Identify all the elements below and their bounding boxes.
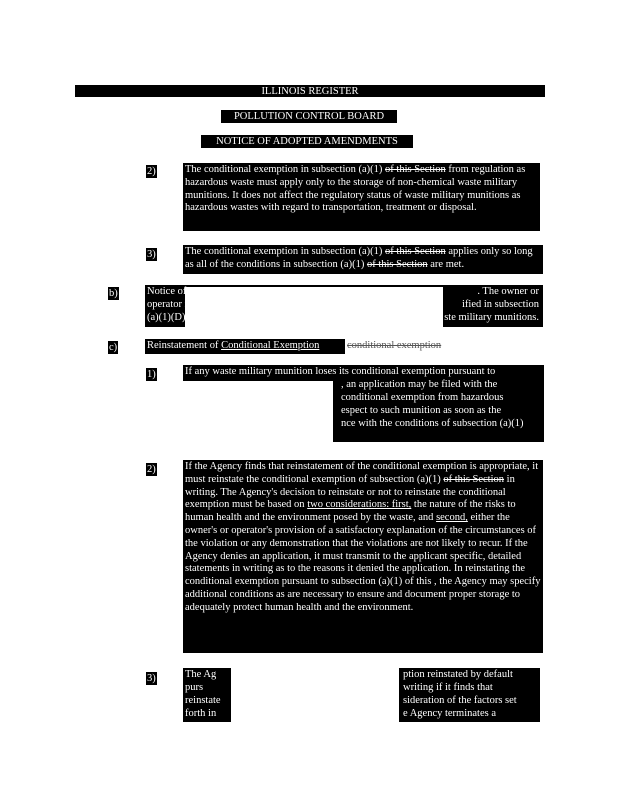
item-c3-line4-end: e Agency terminates a xyxy=(403,708,497,719)
item-c2-text-1: If the Agency finds that reinstatement of the conditional exemption is appropriate, it must reinstate the conditional exemption of subsection (a)(1) xyxy=(185,461,539,485)
board-title xyxy=(221,110,397,123)
item-c1-lines xyxy=(183,365,544,432)
item-c-title-strike: conditional exemption xyxy=(347,340,442,351)
item-c-title-pre: Reinstatement of xyxy=(147,340,222,351)
item-c2-text-2: in writing. The Agency's decision to reinstate or not to reinstate the conditional exemption must be based on xyxy=(185,473,515,511)
item-c-title-underlined: Conditional Exemption xyxy=(221,340,320,351)
item-c2-number: 2) xyxy=(147,464,156,475)
item-c1-line4: espect to such munition as soon as the xyxy=(341,405,502,416)
item-b-line2-end: ified in subsection xyxy=(462,299,539,310)
item-c3-line1-end: ption reinstated by default xyxy=(403,669,513,680)
notice-title xyxy=(201,135,413,148)
item-c2-text-3: the nature of the risks to human health and the environment posed by the waste, and xyxy=(185,499,516,524)
item-c3-number: 3) xyxy=(147,673,156,684)
item-b-line1-end: . The owner or xyxy=(477,286,539,297)
item-a3-paragraph xyxy=(183,245,543,274)
item-c1-line1: If any waste military munition loses its conditional exemption pursuant to xyxy=(185,366,496,377)
item-c2-text-4: either the owner's or operator's provision of a satisfactory explanation of the circumstances of the violation or any demonstration that the violations are not likely to recur. If the Agency denies an application, it must transmit to the applicant specific, detailed statements in writing as to the reasons it denied the application. In reinstating the conditional exemption pursuant to subsection (a)(1) of this xyxy=(185,512,537,588)
item-a3-strike-1: of this Section xyxy=(385,246,446,257)
item-b-lines xyxy=(145,285,543,326)
item-c2-text-5: , the Agency may specify additional conditions as are necessary to ensure and document proper storage to adequately protect human health and the environment. xyxy=(185,576,541,613)
register-header-bar xyxy=(75,85,545,97)
item-c2-underlined-1: two considerations: first, xyxy=(307,499,412,511)
item-b-number: b) xyxy=(109,288,118,299)
item-a3-text-mid: applies only so long as all of the conditions in subsection (a)(1) xyxy=(185,246,533,270)
item-c3-line2-start: purs xyxy=(185,682,204,693)
item-c2-strike: of this Section xyxy=(443,473,505,485)
item-c3-line4-start: forth in xyxy=(185,708,217,719)
item-b-line1-start: Notice of xyxy=(147,286,187,297)
item-c1-line3: conditional exemption from hazardous xyxy=(341,392,504,403)
item-a2-number: 2) xyxy=(147,166,156,177)
item-c3-line3-start: reinstate xyxy=(185,695,221,706)
item-c3-line3-end: sideration of the factors set xyxy=(403,695,517,706)
item-b-line2-start: operator r xyxy=(147,299,189,310)
item-a2-text-pre: The conditional exemption in subsection (a)(1) xyxy=(185,164,386,175)
item-c-title xyxy=(145,339,345,354)
item-a3-number: 3) xyxy=(147,249,156,260)
item-a3-text-post: are met. xyxy=(427,258,465,270)
register-title: ILLINOIS REGISTER xyxy=(261,86,359,97)
item-c3-line2-end: writing if it finds that xyxy=(403,682,493,693)
item-c-number: c) xyxy=(109,342,118,353)
item-b-line3-start: (a)(1)(D) xyxy=(147,312,186,323)
item-b-line3-end: ste military munitions. xyxy=(444,312,539,323)
item-a3-text-pre: The conditional exemption in subsection (a)(1) xyxy=(185,246,386,257)
item-c3-lines xyxy=(183,668,540,722)
board-title-text: POLLUTION CONTROL BOARD xyxy=(233,111,385,122)
item-c1-block xyxy=(183,365,544,442)
item-c3-line1-start: The Ag xyxy=(185,669,217,680)
item-c2-underlined-2: second, xyxy=(436,512,468,524)
item-c1-line5: nce with the conditions of subsection (a)(1) xyxy=(341,418,524,429)
item-a2-strike: of this Section xyxy=(385,164,446,175)
item-a2-paragraph xyxy=(183,163,540,231)
item-b-block xyxy=(145,285,543,327)
item-c1-number: 1) xyxy=(147,369,156,380)
notice-title-text: NOTICE OF ADOPTED AMENDMENTS xyxy=(216,136,398,147)
item-a3-strike-2: of this Section xyxy=(366,258,428,270)
item-a2-text-post: from regulation as hazardous waste must apply only to the storage of non-chemical waste military munitions. It does not affect the regulatory status of waste military munitions as hazardous wastes with regard to transportation, treatment or disposal. xyxy=(185,164,526,214)
item-c3-block xyxy=(183,668,540,722)
item-c1-line2: , an application may be filed with the xyxy=(341,379,498,390)
item-c2-paragraph xyxy=(183,460,543,653)
